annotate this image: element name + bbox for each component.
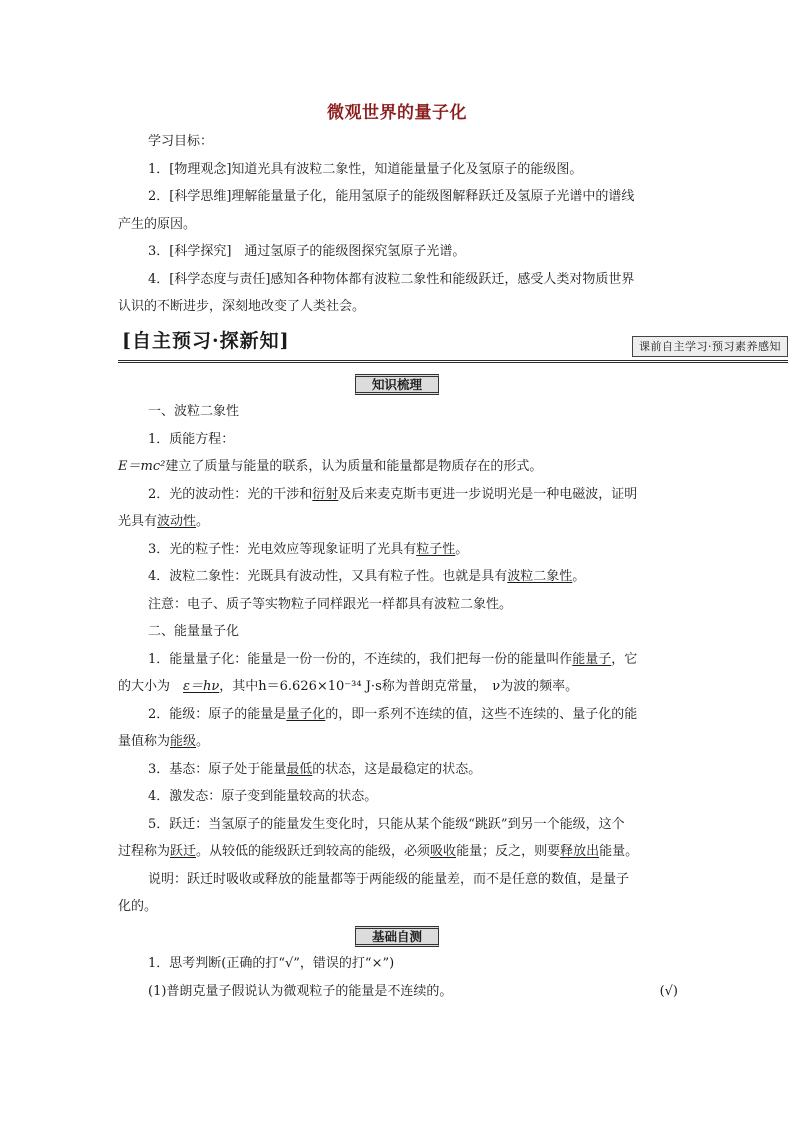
section-header [118, 326, 788, 363]
blank-quantized: 量子化 [286, 706, 326, 722]
item-quanta-cont: 的大小为 ε＝hν，其中h＝6.626×10⁻³⁴ J·s称为普朗克常量， ν为波的频率。 [118, 679, 579, 694]
item-wave-nature-cont: 光具有波动性。 [118, 514, 210, 529]
item-wave-nature: 2．光的波动性：光的干涉和衍射及后来麦克斯韦更进一步说明光是一种电磁波，证明 [148, 486, 638, 502]
objective-item: 1．[物理观念]知道光具有波粒二象性，知道能量量子化及氢原子的能级图。 [148, 161, 583, 177]
blank-duality: 波粒二象性 [507, 569, 573, 584]
explanation-cont: 化的。 [118, 899, 158, 914]
blank-wave: 波动性 [157, 514, 197, 529]
objective-item: 产生的原因。 [118, 216, 197, 232]
selftest-label-box [0, 926, 794, 947]
objectives-heading: 学习目标： [148, 134, 214, 149]
knowledge-content [118, 398, 678, 921]
note: 注意：电子、质子等实物粒子同样跟光一样都具有波粒二象性。 [148, 596, 513, 612]
section-tag: 课前自主学习·预习素养感知 [632, 336, 788, 357]
blank-particle: 粒子性 [416, 541, 456, 557]
formula-hv: ε＝hν [183, 679, 220, 694]
item-quanta: 1．能量量子化：能量是一份一份的，不连续的，我们把每一份的能量叫作能量子，它 [148, 651, 638, 667]
formula-emc2: E＝mc² [118, 459, 166, 474]
selftest-label: 基础自测 [355, 926, 439, 947]
item-mass-energy-body: E＝mc²建立了质量与能量的联系，认为质量和能量都是物质存在的形式。 [118, 459, 543, 474]
explanation: 说明：跃迁时吸收或释放的能量都等于两能级的能量差，而不是任意的数值，是量子 [148, 871, 630, 887]
blank-transition: 跃迁 [170, 844, 197, 859]
item-transition-cont: 过程称为跃迁。从较低的能级跃迁到较高的能级，必须吸收能量；反之，则要释放出能量。 [118, 844, 639, 859]
heading-wave-particle: 一、波粒二象性 [148, 404, 240, 419]
learning-objectives [118, 128, 678, 321]
item-excited-state: 4．激发态：原子变到能量较高的状态。 [148, 789, 378, 804]
item-ground-state: 3．基态：原子处于能量最低的状态，这是最稳定的状态。 [148, 761, 482, 777]
objective-item: 3．[科学探究] 通过氢原子的能级图探究氢原子光谱。 [148, 244, 466, 259]
knowledge-label-box [0, 374, 794, 395]
page-title: 微观世界的量子化 [327, 103, 467, 123]
section-title: [自主预习·探新知] [122, 330, 290, 352]
item-particle-nature: 3．光的粒子性：光电效应等现象证明了光具有粒子性。 [148, 541, 469, 557]
knowledge-label: 知识梳理 [355, 374, 439, 395]
objective-item: 认识的不断进步，深刻地改变了人类社会。 [118, 299, 366, 314]
item-transition: 5．跃迁：当氢原子的能量发生变化时，只能从某个能级“跳跃”到另一个能级，这个 [148, 816, 625, 832]
selftest-content [118, 950, 678, 1005]
blank-release: 释放出 [560, 844, 600, 859]
item-energy-level: 2．能级：原子的能量是量子化的，即一系列不连续的值，这些不连续的、量子化的能 [148, 706, 638, 722]
question-1-item-1: (1)普朗克量子假说认为微观粒子的能量是不连续的。 (√) [118, 978, 678, 1006]
item-duality: 4．波粒二象性：光既具有波动性，又具有粒子性。也就是具有波粒二象性。 [148, 569, 586, 584]
blank-diffraction: 衍射 [312, 486, 339, 502]
blank-quanta: 能量子 [572, 651, 612, 667]
blank-lowest: 最低 [286, 761, 313, 777]
question-1: 1．思考判断(正确的打“√”，错误的打“×”) [148, 956, 395, 971]
item-mass-energy: 1．质能方程： [148, 431, 235, 447]
answer-mark: (√) [659, 983, 678, 999]
blank-absorb: 吸收 [430, 844, 457, 859]
item-energy-level-cont: 量值称为能级。 [118, 734, 210, 749]
objective-item: 4．[科学态度与责任]感知各种物体都有波粒二象性和能级跃迁，感受人类对物质世界 [148, 271, 635, 287]
blank-level: 能级 [170, 734, 197, 749]
objective-item: 2．[科学思维]理解能量量子化，能用氢原子的能级图解释跃迁及氢原子光谱中的谱线 [148, 189, 635, 204]
heading-quantization: 二、能量量子化 [148, 624, 240, 639]
